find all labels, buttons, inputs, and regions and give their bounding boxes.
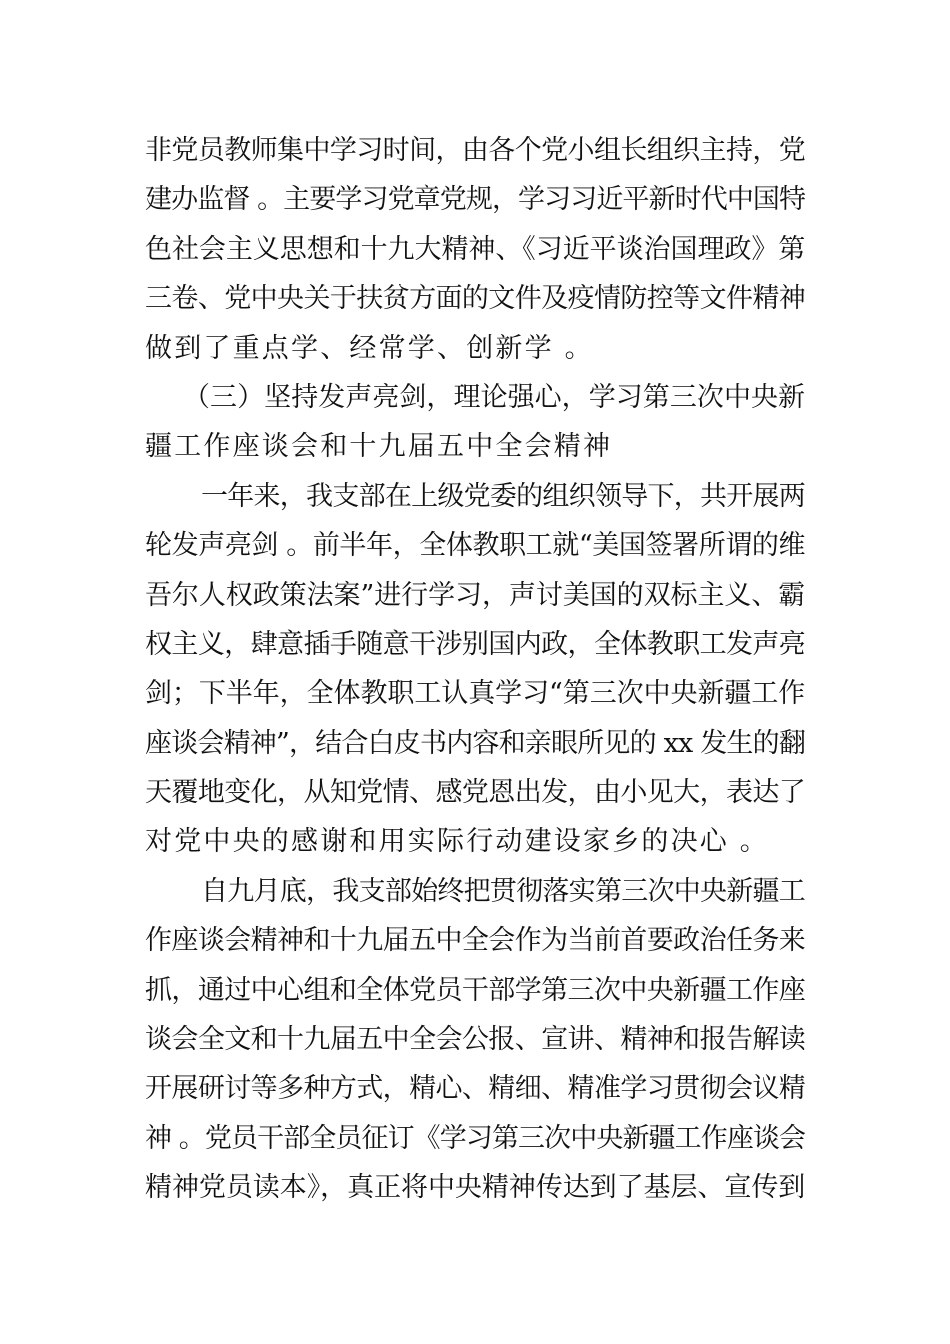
- text-line: 对党中央的感谢和用实际行动建设家乡的决心 。: [145, 826, 769, 858]
- text-line: 自九月底，我支部始终把贯彻落实第三次中央新疆工: [201, 875, 805, 907]
- text-line: 神 。党员干部全员征订《学习第三次中央新疆工作座谈会: [145, 1122, 805, 1154]
- text-line: 权主义，肆意插手随意干涉别国内政，全体教职工发声亮: [145, 628, 805, 660]
- text-line: 谈会全文和十九届五中全会公报、宣讲、精神和报告解读: [145, 1024, 805, 1056]
- text-line: 一年来，我支部在上级党委的组织领导下，共开展两: [201, 480, 805, 512]
- text-line: 精神党员读本》，真正将中央精神传达到了基层、宣传到: [145, 1172, 806, 1204]
- text-line: 建办监督 。主要学习党章党规，学习习近平新时代中国特: [145, 184, 805, 216]
- text-line: 做到了重点学、经常学、创新学 。: [145, 332, 594, 364]
- section-heading-line: （三）坚持发声亮剑，理论强心，学习第三次中央新: [183, 381, 805, 413]
- text-line: 剑；下半年，全体教职工认真学习“第三次中央新疆工作: [145, 678, 805, 710]
- text-line: 色社会主义思想和十九大精神、《习近平谈治国理政》第: [145, 233, 806, 265]
- text-line: 吾尔人权政策法案”进行学习，声讨美国的双标主义、霸: [145, 579, 805, 611]
- text-line: 作座谈会精神和十九届五中全会作为当前首要政治任务来: [145, 925, 805, 957]
- document-body: [145, 126, 805, 1213]
- text-line: 非党员教师集中学习时间，由各个党小组长组织主持，党: [145, 135, 805, 166]
- text-line: 抓，通过中心组和全体党员干部学第三次中央新疆工作座: [145, 974, 805, 1006]
- text-line: 开展研讨等多种方式，精心、精细、精准学习贯彻会议精: [145, 1073, 805, 1105]
- text-line: 三卷、党中央关于扶贫方面的文件及疫情防控等文件精神: [145, 283, 805, 315]
- text-line: 座谈会精神”，结合白皮书内容和亲眼所见的 xx 发生的翻: [145, 727, 806, 759]
- section-heading-line: 疆工作座谈会和十九届五中全会精神: [145, 431, 613, 463]
- text-line: 轮发声亮剑 。前半年，全体教职工就“美国签署所谓的维: [145, 530, 805, 562]
- text-line: 天覆地变化，从知党情、感党恩出发，由小见大，表达了: [145, 777, 805, 809]
